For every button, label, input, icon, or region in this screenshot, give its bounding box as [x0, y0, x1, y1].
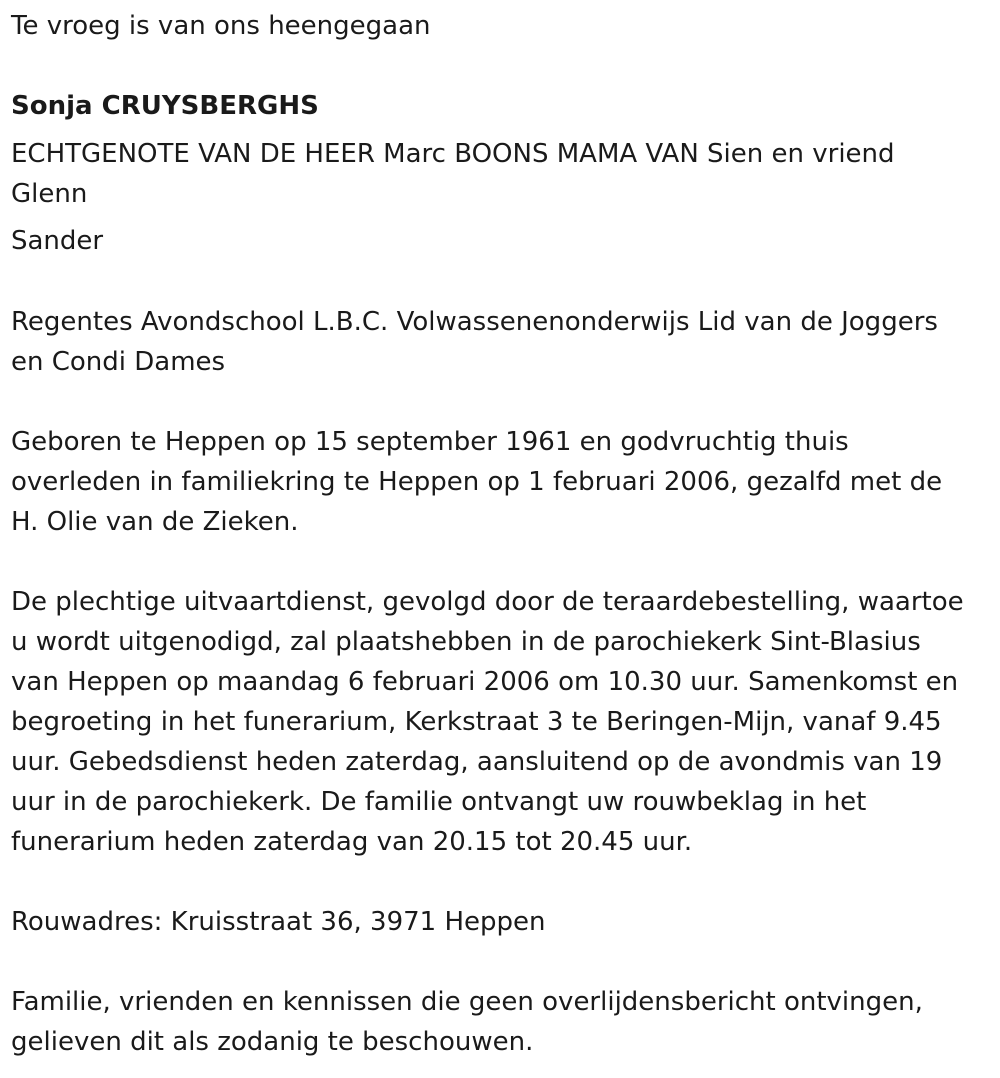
- intro-text: Te vroeg is van ons heengegaan: [11, 11, 431, 41]
- funeral-line: begroeting in het funerarium, Kerkstraat 3 te Beringen-Mijn, vanaf 9.45: [11, 707, 942, 737]
- relations-line: Glenn: [11, 179, 88, 209]
- funeral-line: De plechtige uitvaartdienst, gevolgd door de teraardebestelling, waartoe: [11, 587, 964, 617]
- birth-death-line: Geboren te Heppen op 15 september 1961 en godvruchtig thuis: [11, 427, 849, 457]
- funeral-line: uur in de parochiekerk. De familie ontvangt uw rouwbeklag in het: [11, 787, 867, 817]
- mourning-address: Rouwadres: Kruisstraat 36, 3971 Heppen: [11, 907, 546, 937]
- deceased-name: Sonja CRUYSBERGHS: [11, 91, 319, 121]
- birth-death-line: overleden in familiekring te Heppen op 1 februari 2006, gezalfd met de: [11, 467, 943, 497]
- funeral-line: u wordt uitgenodigd, zal plaatshebben in de parochiekerk Sint-Blasius: [11, 627, 921, 657]
- relations-line: Sander: [11, 226, 104, 256]
- birth-death-line: H. Olie van de Zieken.: [11, 507, 299, 537]
- funeral-line: uur. Gebedsdienst heden zaterdag, aansluitend op de avondmis van 19: [11, 747, 943, 777]
- affiliations-line: Regentes Avondschool L.B.C. Volwassenenonderwijs Lid van de Joggers: [11, 307, 938, 337]
- funeral-line: van Heppen op maandag 6 februari 2006 om 10.30 uur. Samenkomst en: [11, 667, 959, 697]
- funeral-line: funerarium heden zaterdag van 20.15 tot 20.45 uur.: [11, 827, 693, 857]
- relations-line: ECHTGENOTE VAN DE HEER Marc BOONS MAMA VAN Sien en vriend: [11, 139, 895, 169]
- affiliations-line: en Condi Dames: [11, 347, 226, 377]
- closing-line: Familie, vrienden en kennissen die geen overlijdensbericht ontvingen,: [11, 987, 923, 1017]
- closing-line: gelieven dit als zodanig te beschouwen.: [11, 1027, 534, 1057]
